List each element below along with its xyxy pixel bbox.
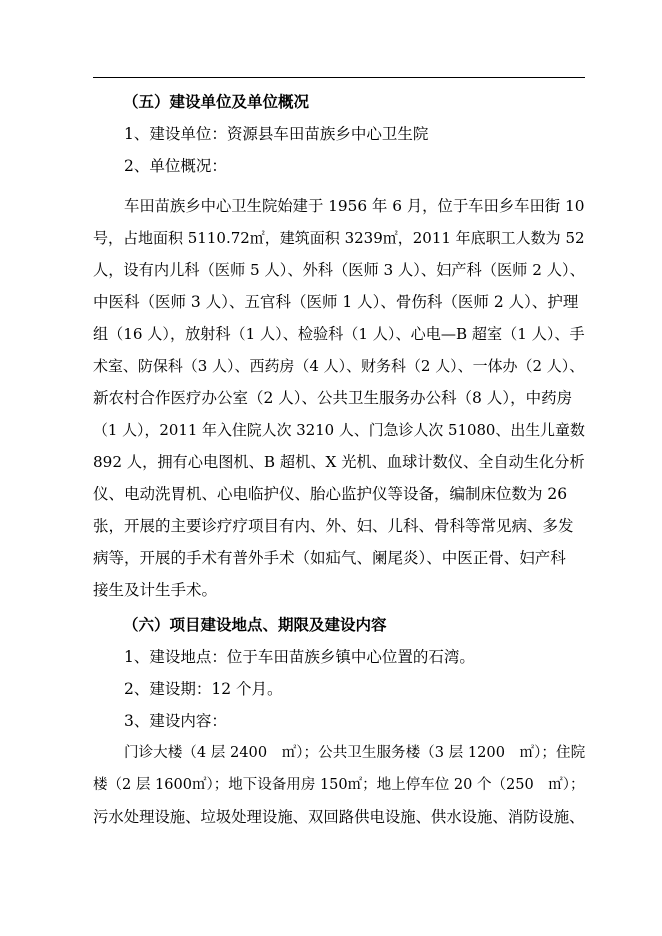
header-rule bbox=[93, 77, 585, 78]
paragraph-line: 接生及计生手术。 bbox=[93, 581, 218, 599]
paragraph-line: （1 人），2011 年入住院人次 3210 人、门急诊人次 51080、出生儿童数 bbox=[93, 421, 585, 439]
paragraph-line: 污水处理设施、垃圾处理设施、双回路供电设施、供水设施、消防设施、 bbox=[93, 808, 585, 826]
paragraph-line: 人，设有内儿科（医师 5 人）、外科（医师 3 人）、妇产科（医师 2 人）、 bbox=[93, 261, 585, 279]
paragraph-line: 张，开展的主要诊疗疗项目有内、外、妇、儿科、骨科等常见病、多发 bbox=[93, 517, 574, 535]
section6-item-3: 3、建设内容： bbox=[124, 712, 227, 730]
section6-heading: （六）项目建设地点、期限及建设内容 bbox=[123, 615, 387, 634]
paragraph-line: 892 人，拥有心电图机、B 超机、X 光机、血球计数仪、全自动生化分析 bbox=[93, 453, 585, 471]
paragraph-line: 病等，开展的手术有普外手术（如疝气、阑尾炎）、中医正骨、妇产科 bbox=[93, 549, 566, 567]
section6-item-2: 2、建设期：12 个月。 bbox=[124, 680, 283, 698]
section5-heading: （五）建设单位及单位概况 bbox=[123, 92, 310, 111]
document-page bbox=[93, 86, 585, 833]
section6-paragraph bbox=[93, 737, 585, 833]
paragraph-line: 仪、电动洗胃机、心电临护仪、胎心监护仪等设备，编制床位数为 26 bbox=[93, 485, 568, 503]
paragraph-line: 新农村合作医疗办公室（2 人）、公共卫生服务办公科（8 人），中药房 bbox=[93, 389, 573, 407]
paragraph-line: 术室、防保科（3 人）、西药房（4 人）、财务科（2 人）、一体办（2 人）、 bbox=[93, 357, 585, 375]
paragraph-line: 组（16 人），放射科（1 人）、检验科（1 人）、心电—B 超室（1 人）、手 bbox=[93, 325, 585, 343]
section6-item-1: 1、建设地点：位于车田苗族乡镇中心位置的石湾。 bbox=[124, 648, 475, 666]
paragraph-line: 中医科（医师 3 人）、五官科（医师 1 人）、骨伤科（医师 2 人）、护理 bbox=[93, 293, 579, 311]
paragraph-line: 号，占地面积 5110.72㎡，建筑面积 3239㎡，2011 年底职工人数为 52 bbox=[93, 229, 585, 247]
section5-item-1: 1、建设单位：资源县车田苗族乡中心卫生院 bbox=[124, 125, 429, 143]
section5-paragraph bbox=[93, 190, 585, 606]
paragraph-line: 楼（2 层 1600㎡）；地下设备用房 150㎡；地上停车位 20 个（250 ㎡）； bbox=[93, 777, 585, 793]
paragraph-line: 门诊大楼（4 层 2400 ㎡）；公共卫生服务楼（3 层 1200 ㎡）；住院 bbox=[124, 744, 586, 761]
section5-item-2: 2、单位概况： bbox=[124, 157, 227, 175]
paragraph-line: 车田苗族乡中心卫生院始建于 1956 年 6 月，位于车田乡车田街 10 bbox=[124, 197, 585, 215]
